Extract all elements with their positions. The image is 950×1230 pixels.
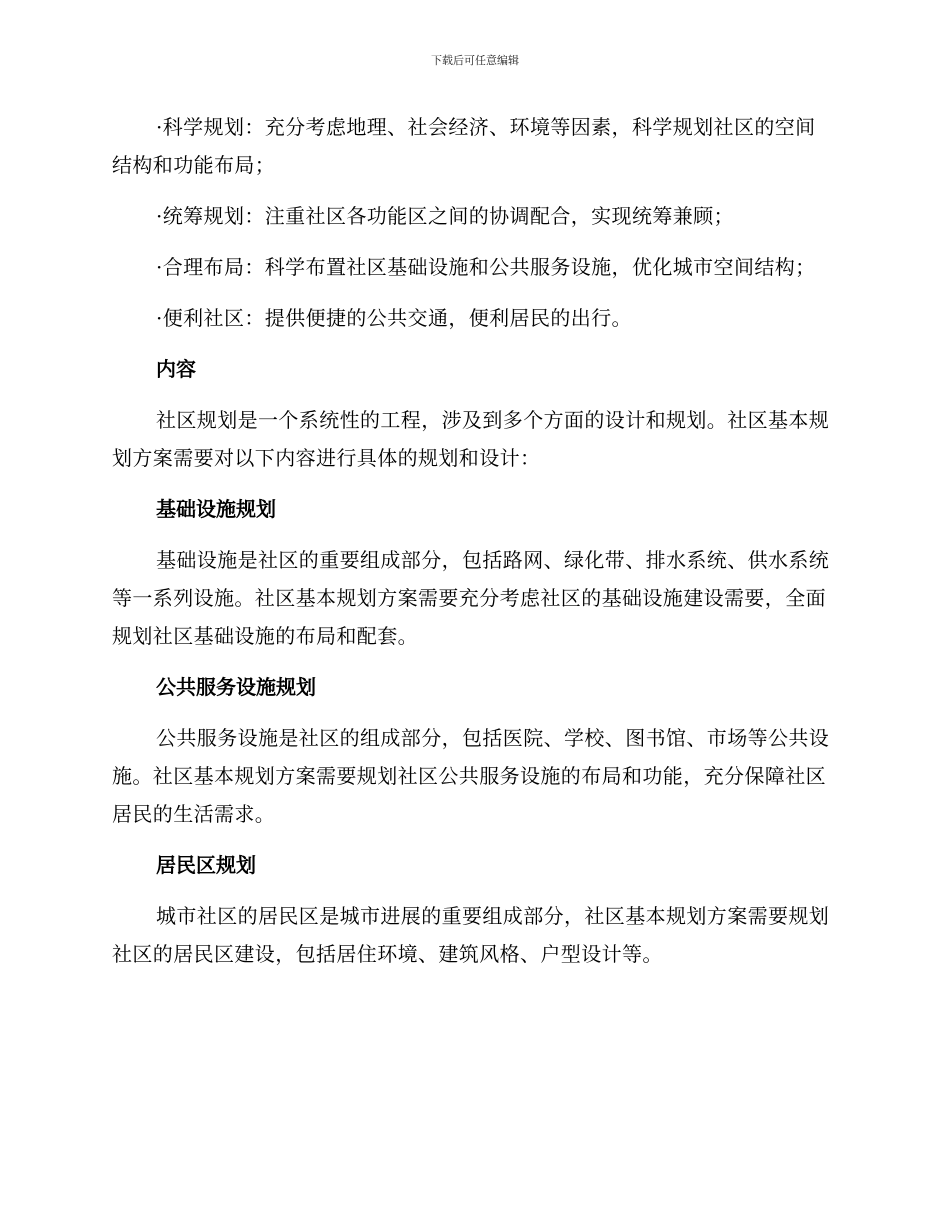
section-heading-content: 内容	[156, 357, 196, 381]
bullet-item-rational-layout: ·合理布局：科学布置社区基础设施和公共服务设施，优化城市空间结构；	[156, 255, 816, 279]
section-body-residential: 城市社区的居民区是城市进展的重要组成部分，社区基本规划方案需要规划社区的居民区建设，包括居住环境、建筑风格、户型设计等。	[112, 904, 830, 966]
section-body-public-services: 公共服务设施是社区的组成部分，包括医院、学校、图书馆、市场等公共设施。社区基本规划方案需要规划社区公共服务设施的布局和功能，充分保障社区居民的生活需求。	[112, 726, 830, 826]
document-body	[112, 108, 832, 986]
bullet-item-scientific-planning: ·科学规划：充分考虑地理、社会经济、环境等因素，科学规划社区的空间结构和功能布局；	[112, 115, 816, 177]
bullet-item-overall-planning: ·统筹规划：注重社区各功能区之间的协调配合，实现统筹兼顾；	[156, 204, 734, 228]
section-heading-residential: 居民区规划	[156, 853, 256, 877]
bullet-item-convenient-community: ·便利社区：提供便捷的公共交通，便利居民的出行。	[156, 306, 632, 330]
section-body-content: 社区规划是一个系统性的工程，涉及到多个方面的设计和规划。社区基本规划方案需要对以下内容进行具体的规划和设计：	[112, 408, 830, 470]
section-heading-infrastructure: 基础设施规划	[156, 497, 276, 521]
page-header: 下载后可任意编辑	[431, 54, 519, 67]
section-heading-public-services: 公共服务设施规划	[156, 675, 316, 699]
section-body-infrastructure: 基础设施是社区的重要组成部分，包括路网、绿化带、排水系统、供水系统等一系列设施。社区基本规划方案需要充分考虑社区的基础设施建设需要，全面规划社区基础设施的布局和配套。	[112, 548, 830, 648]
